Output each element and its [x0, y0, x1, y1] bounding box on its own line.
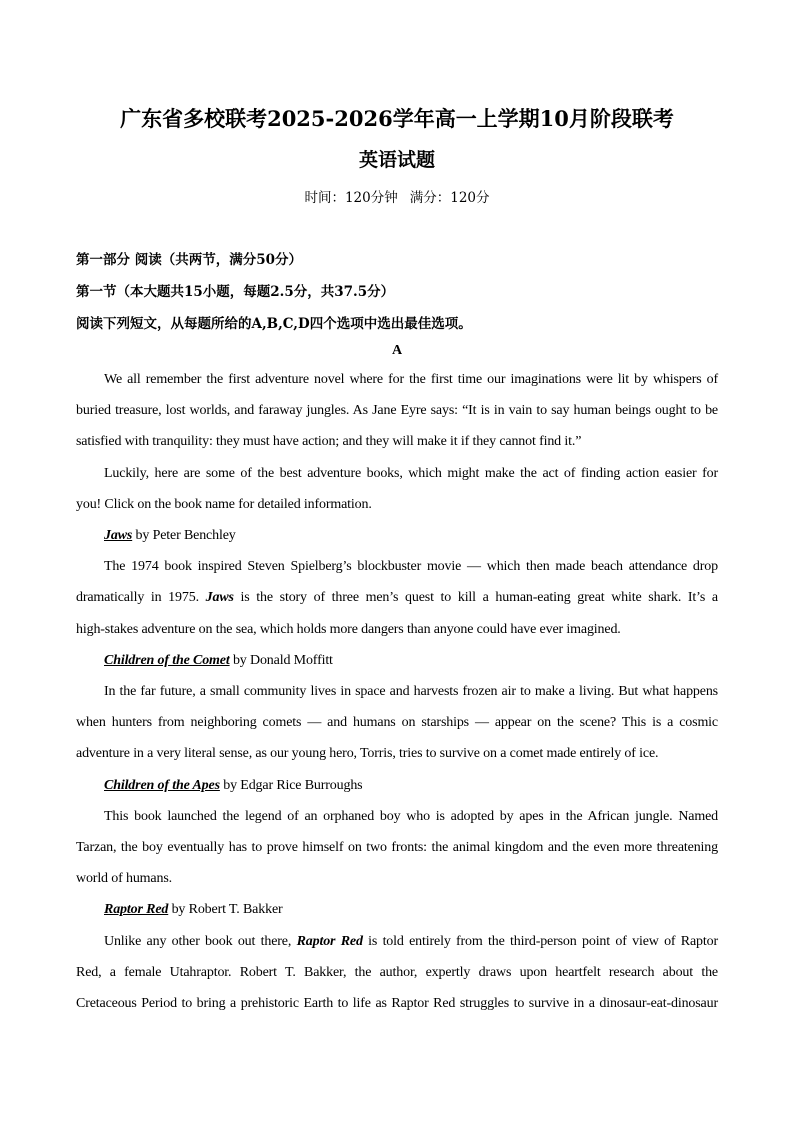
- book-description-line: This book launched the legend of an orphaned boy who is adopted by apes in the African jungle. Named: [104, 809, 718, 824]
- book-heading: [104, 778, 362, 794]
- exam-title: 广东省多校联考2025-2026学年高一上学期10月阶段联考: [120, 106, 674, 131]
- passage-label: A: [391, 343, 403, 358]
- intro-line: We all remember the first adventure novel where for the first time our imaginations were lit by whispers of: [104, 372, 718, 387]
- book-author: by Edgar Rice Burroughs: [219, 778, 363, 793]
- book-title-link[interactable]: Raptor Red: [104, 902, 169, 917]
- text-run: is the story of three men’s quest to kill a human-eating great white shark. It’s a: [233, 590, 718, 605]
- book-heading: [104, 902, 283, 918]
- intro-line: buried treasure, lost worlds, and faraway jungles. As Jane Eyre says: “It is in vain to say human beings ought to be: [76, 403, 718, 418]
- book-description-line: [76, 590, 718, 606]
- book-title-link[interactable]: Children of the Comet: [104, 653, 230, 668]
- book-description-line: Red, a female Utahraptor. Robert T. Bakker, the author, expertly draws upon heartfelt research about the: [76, 965, 718, 980]
- book-description-line: Cretaceous Period to bring a prehistoric Earth to life as Raptor Red struggles to survive in a dinosaur-eat-dinosaur: [76, 996, 718, 1011]
- intro-line: you! Click on the book name for detailed information.: [76, 497, 372, 512]
- intro-line: Luckily, here are some of the best adventure books, which might make the act of finding action easier for: [104, 466, 718, 481]
- subpart-heading: 第一节（本大题共15小题，每题2.5分，共37.5分）: [76, 284, 395, 300]
- book-description-line: The 1974 book inspired Steven Spielberg’s blockbuster movie — which then made beach attendance drop: [104, 559, 718, 574]
- book-author: by Donald Moffitt: [229, 653, 333, 668]
- book-title-inline: Raptor Red: [296, 934, 363, 949]
- book-author: by Robert T. Bakker: [168, 902, 283, 917]
- book-title-link[interactable]: Jaws: [104, 528, 133, 543]
- book-description-line: In the far future, a small community lives in space and harvests frozen air to make a living. But what happens: [104, 684, 718, 699]
- text-run: dramatically in 1975.: [76, 590, 206, 605]
- part-heading: 第一部分 阅读（共两节，满分50分）: [76, 252, 302, 268]
- exam-score: 满分：120分: [409, 190, 490, 206]
- book-description-line: Tarzan, the boy eventually has to prove himself on two fronts: the animal kingdom and the even more threatening: [76, 840, 718, 855]
- book-heading: [104, 653, 333, 669]
- text-run: is told entirely from the third-person point of view of Raptor: [362, 934, 719, 949]
- book-description-line: when hunters from neighboring comets — and humans on starships — appear on the scene? This is a cosmic: [76, 715, 718, 730]
- intro-line: satisfied with tranquility: they must have action; and they will make it if they cannot find it.”: [76, 434, 582, 449]
- exam-meta: [0, 186, 794, 206]
- exam-time: 时间：120分钟: [304, 190, 398, 206]
- book-author: by Peter Benchley: [132, 528, 236, 543]
- exam-subtitle: 英语试题: [358, 149, 435, 171]
- book-heading: [104, 528, 236, 544]
- book-description-line: high-stakes adventure on the sea, which holds more dangers than anyone could have ever imagined.: [76, 622, 621, 637]
- text-run: Unlike any other book out there,: [104, 934, 297, 949]
- instruction-text: 阅读下列短文，从每题所给的A,B,C,D四个选项中选出最佳选项。: [76, 316, 472, 332]
- book-description-line: adventure in a very literal sense, as our young hero, Torris, tries to survive on a comet made entirely of ice.: [76, 746, 659, 761]
- book-title-inline: Jaws: [205, 590, 234, 605]
- book-title-link[interactable]: Children of the Apes: [104, 778, 220, 793]
- book-description-line: world of humans.: [76, 871, 172, 886]
- book-description-line: [104, 934, 718, 950]
